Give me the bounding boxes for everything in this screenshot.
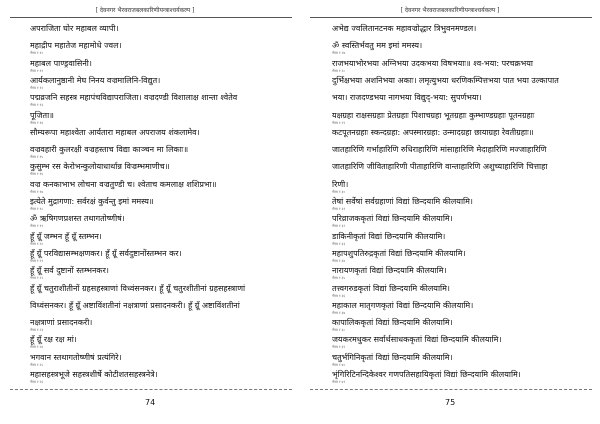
- line-footnote: भैरव र ३७: [332, 310, 346, 315]
- line-footnote: भैरव र २६: [30, 380, 44, 384]
- text-line: रिणी।: [332, 179, 349, 189]
- text-line: महासहस्त्रभूजे सहस्त्रशीर्षे कोटीशतसहस्त्रनेत्रे।: [30, 370, 158, 379]
- line-footnote: भैरव र ३०: [332, 189, 346, 194]
- line-footnote: भैरव र २७: [332, 51, 346, 56]
- text-line: कुसुम्भ रस केरोभन्कुलोयाधार्थान्न विज्रम्भमाणीच॥: [30, 162, 170, 172]
- text-line: हूँ ग्रूँ रक्ष रक्ष मां।: [30, 335, 77, 345]
- text-line: जातहारिणि गर्भाहारिणि रुधिराहारिणि मांसाहारिणि मेदाहारिणि मज्जाहारिणि: [332, 145, 547, 155]
- line-footnote: भैरव र ४१: [332, 380, 346, 384]
- text-line: नारायणकृतां विद्यां छिन्दयामि कीलयामि।: [332, 266, 447, 276]
- text-line: महापशुपतिरुद्रकृतां विद्यां छिन्दयामि कीलयामि।: [332, 248, 466, 258]
- text-line: महाकाल मातृगणकृतां विद्यां छिन्दयामि कीलयामि।: [332, 300, 474, 310]
- text-line: नक्षत्राणां प्रसादनकरी।: [30, 318, 93, 328]
- line-footnote: भैरव र ३६: [332, 293, 346, 298]
- line-footnote: भैरव र १८: [30, 207, 44, 211]
- text-line: हूँ ग्रूँ सर्व दुष्टानों स्तम्भनकर।: [30, 266, 109, 276]
- text-line: तेषां सर्वेषां सर्वग्रहाणां विद्यां छिन्दयामि कीलयामि।: [332, 197, 473, 206]
- text-line: परिव्राजककृतां विद्यां छिन्दयामि कीलयामि।: [332, 214, 453, 224]
- line-footnote: भैरव र २४: [30, 345, 44, 350]
- footer-rule: [310, 389, 592, 390]
- text-line: जयकरमधुकर सर्वार्थसाधककृतां विद्यां छिन्दयामि कीलयामि।: [332, 335, 502, 345]
- line-footnote: भैरव र १४: [30, 120, 44, 125]
- line-footnote: भैरव र १७: [30, 189, 44, 194]
- text-line: हूँ ग्रूँ जम्भन हूँ ग्रूँ स्तम्भन।: [30, 231, 102, 241]
- text-line: भृंगिरिटिनन्दिकेश्वर गणपतिसहायिकृतां विद्यां छिन्दयामि कीलयामि।: [332, 370, 521, 379]
- line-footnote: भैरव र २५: [30, 362, 44, 367]
- line-footnote: भैरव र १०: [30, 51, 44, 56]
- text-line: कटपूतनग्रहाः स्कन्दग्रहा: अपस्मारग्रहा: उन्मादग्रहा छायाग्रहा रेवतीग्रहाः॥: [332, 127, 534, 137]
- line-footnote: भैरव र ११: [30, 68, 44, 73]
- text-line: ॐ ऋषिगणप्रशस्त तथागतोष्णीषं।: [30, 214, 125, 224]
- line-footnote: भैरव र ३२: [332, 224, 346, 229]
- right-page: [300, 0, 600, 424]
- footer-rule: [10, 389, 292, 390]
- text-line: भगवान स्तथागतोष्णीषं प्रत्यंगिरे।: [30, 352, 122, 362]
- line-footnote: भैरव र ३३: [332, 241, 346, 246]
- text-line: पूजिता॥: [30, 110, 54, 120]
- text-line: महाबल पाण्ड्रवासिनी।: [30, 58, 92, 68]
- page-number: 75: [445, 398, 456, 407]
- text-line: वज्रवहारी कुलरक्षी वज्रहस्ताच विद्या काञ्चन मा लिकाः॥: [30, 145, 189, 155]
- text-line: राजभयाभोरभया अग्निभया उदकभया विषभयाः॥ श्व-भया: परचक्रभया: [332, 58, 533, 68]
- page-number: 74: [145, 398, 156, 407]
- header-rule: [10, 17, 292, 18]
- line-footnote: भैरव र ३१: [332, 207, 346, 211]
- line-footnote: भैरव र १९: [30, 224, 44, 229]
- line-footnote: भैरव र २९: [332, 120, 346, 125]
- line-footnote: भैरव र ४०: [332, 362, 346, 367]
- text-line: दुर्भिक्षभया अशनिभया अकाः। लमृत्युभया धरणिकम्पित्तभया पात भया उल्कापात: [332, 75, 559, 85]
- text-line: आर्यकलानुष्ठानी मेघ निनय वज्रमालिनि-विद्युत।: [30, 75, 161, 85]
- text-line: डाकिनीकृतां विद्यां छिन्दयामि कीलयामि।: [332, 231, 446, 241]
- line-footnote: भैरव र ३५: [332, 276, 346, 281]
- text-line: तत्त्वगरुडकृतां विद्यां छिन्दयामि कीलयामि।: [332, 283, 450, 293]
- text-line: वज्र कनकाभाभ लोचना वज्रतुण्डी च। श्वेताच कमलाक्ष शशिप्रभा॥: [30, 179, 217, 189]
- line-footnote: भैरव र २३: [30, 328, 44, 333]
- text-line: अभेद्य ज्वलितानटनक महावज्रोद्धार त्रिभुवनमण्डल।: [332, 24, 477, 33]
- line-footnote: भैरव र १२: [30, 85, 44, 90]
- text-line: यक्षग्रहा राक्षसग्रहाः प्रेतग्रहाः पिशाचग्रहा भूतग्रहाः कुम्भाण्डग्रहाः पूतनग्रहाः: [332, 110, 535, 120]
- text-line: सौम्यरूपा महाश्वेता आर्यतारा महाबल अपराजय शंकलामेव।: [30, 127, 200, 137]
- line-footnote: भैरव र १३: [30, 103, 44, 108]
- text-line: महाद्रीप महातेज महामोधे ज्वल।: [30, 41, 122, 51]
- text-line: ॐ स्वस्तिर्भवतु मम इमां ममस्य।: [332, 41, 423, 51]
- line-footnote: भैरव र ३४: [332, 258, 346, 263]
- text-line: जातहारिणि जीविताहारिणी पीताहारिणि वान्ताहारिणि अशुच्याहारिणि चित्ताहा: [332, 162, 548, 172]
- line-footnote: भैरव र १५: [30, 155, 44, 160]
- line-footnote: भैरव र २०: [30, 241, 44, 246]
- line-footnote: भैरव र ३९: [332, 345, 346, 350]
- line-footnote: भैरव र १६: [30, 172, 44, 177]
- line-footnote: भैरव र २८: [332, 68, 346, 73]
- text-line: हूँ ग्रूँ परविद्यासम्भक्षणकर। हूँ ग्रूँ सर्वदुष्टानोंस्तम्भन कर।: [30, 248, 182, 258]
- text-line: पद्मव्रजनि सहस्त्र महापंचविद्यापराजिता। वज्रदण्डी विशालाक्ष शान्ता श्वेतेव: [30, 93, 238, 103]
- text-line: भया। राजदण्डभया नागभया विद्युद्-भया: सुपर्णभया।: [332, 93, 482, 103]
- text-line: हूँ ग्रूँ चतुराशीतीनों ग्रहसहस्त्राणां विध्वंसनकर। हूँ ग्रूँ चतुरशीतीनां ग्रहसहस्त्राणां: [30, 283, 246, 293]
- header-rule: [310, 17, 592, 18]
- page-header: [ देवनगर भैरवराजबलकारिणीयन्त्राश्चर्यकल्प ]: [95, 7, 195, 14]
- text-line: चतुर्भगिनिकृतां विद्यां छिन्दयामि कीलयामि।: [332, 352, 453, 362]
- line-footnote: भैरव र ३८: [332, 328, 346, 333]
- line-footnote: भैरव र २२: [30, 276, 44, 281]
- text-line: अपराजिता घोर महाबल व्यापी।: [30, 24, 119, 33]
- page-header: [ देवनगर भैरवराजबलकारिणीयन्त्राश्चर्यकल्प ]: [400, 7, 500, 14]
- line-footnote: भैरव र २१: [30, 258, 44, 263]
- text-line: कापालिककृतां विद्यां छिन्दयामि कीलयामि।: [332, 318, 453, 328]
- text-line: विध्वंसनकर। हूँ ग्रूँ अष्टाविंशतीनां नक्षत्राणां प्रसादनकरी। हूँ ग्रूँ अष्टाविंशतीनां: [30, 300, 240, 310]
- text-line: इत्येते मुद्रागणा: सर्वरक्षं कुर्वन्तु इमां ममस्य॥: [30, 197, 154, 206]
